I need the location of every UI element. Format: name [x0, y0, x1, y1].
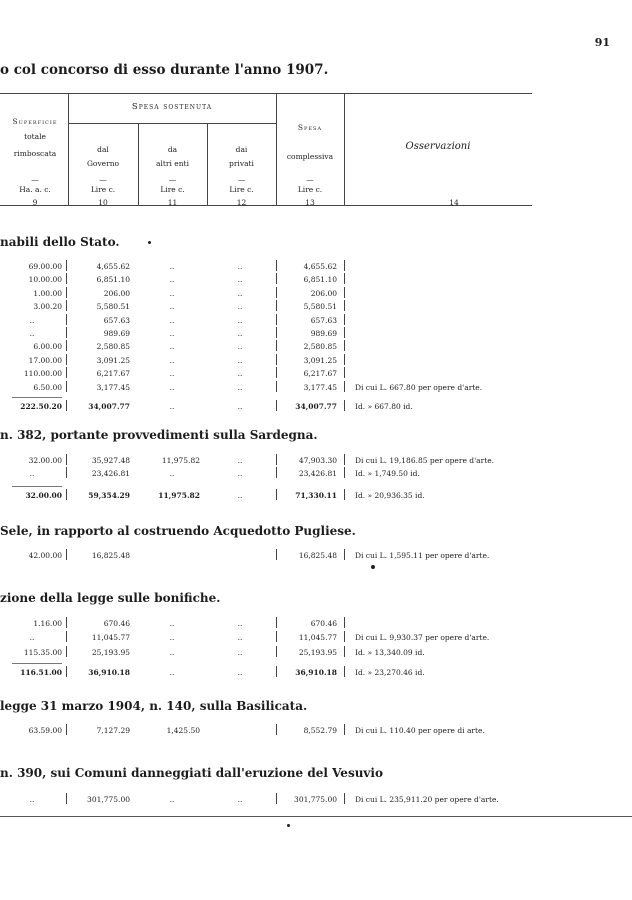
table-cell: .. [169, 633, 175, 643]
total-cell: .. [169, 667, 175, 677]
table-cell: 110.00.00 [23, 369, 62, 379]
row-separator [344, 549, 345, 560]
table-cell: 6,217.67 [303, 369, 337, 379]
table-cell: 7,127.29 [96, 726, 130, 735]
header-superficie-totale: totale [24, 132, 46, 141]
table-cell: 6,851.10 [303, 275, 337, 285]
table-cell: 6.50.00 [33, 382, 62, 392]
table-cell: 10.00.00 [28, 275, 62, 285]
table-cell: 5,580.51 [303, 302, 337, 312]
table-cell: .. [237, 795, 243, 804]
total-cell: .. [237, 667, 243, 677]
unit-dash: — [99, 175, 107, 184]
row-separator [276, 631, 277, 642]
row-separator [66, 354, 67, 365]
table-cell: 4,655.62 [96, 262, 130, 271]
unit-lire: Lire c. [229, 185, 254, 194]
header-dal: dal [97, 145, 109, 154]
header-governo: Governo [86, 159, 120, 168]
total-rule [12, 663, 62, 664]
section-title: n. 390, sui Comuni danneggiati dall'eruzione del Vesuvio [0, 766, 383, 780]
total-cell: 116.51.00 [20, 667, 62, 677]
header-dai: dai [235, 145, 248, 154]
row-separator [344, 454, 345, 465]
table-cell: 16,825.48 [298, 551, 337, 560]
total-cell: 32.00.00 [25, 490, 62, 500]
column-number: 11 [167, 198, 178, 207]
table-cell: .. [237, 382, 243, 392]
table-cell: .. [29, 315, 35, 325]
row-separator [276, 467, 277, 478]
row-separator [344, 381, 345, 392]
unit-lire: Lire c. [160, 185, 185, 194]
unit-dash: — [168, 175, 177, 184]
total-rule [12, 486, 62, 487]
row-separator [276, 724, 277, 735]
row-separator [276, 381, 277, 392]
row-separator [344, 793, 345, 804]
table-cell: 3,177.45 [96, 382, 130, 392]
row-separator [344, 467, 345, 478]
table-cell: .. [29, 329, 35, 338]
row-separator [66, 724, 67, 735]
row-separator [276, 549, 277, 560]
table-cell: 6,217.67 [96, 369, 130, 379]
row-separator [344, 646, 345, 657]
total-cell: 222.50.20 [20, 402, 62, 411]
row-separator [276, 646, 277, 657]
observation-text: Id. » 23,270.46 id. [355, 667, 425, 677]
table-cell: 206.00 [310, 288, 337, 298]
row-separator [276, 340, 277, 351]
table-cell: 47,903.30 [298, 456, 337, 465]
table-cell: 35,927.48 [91, 456, 130, 465]
table-cell: 4,655.62 [303, 262, 337, 271]
table-cell: 657.63 [103, 315, 130, 325]
section-title: n. 382, portante provvedimenti sulla Sardegna. [0, 428, 318, 442]
table-cell: 11,975.82 [161, 456, 200, 465]
row-separator [344, 617, 345, 628]
row-separator [66, 454, 67, 465]
row-separator [276, 454, 277, 465]
row-separator [276, 489, 277, 500]
total-cell: 11,975.82 [158, 490, 200, 500]
row-separator [66, 631, 67, 642]
table-cell: .. [237, 262, 243, 271]
row-separator [66, 287, 67, 298]
table-cell: 670.46 [310, 619, 337, 628]
total-cell: 34,007.77 [295, 402, 337, 411]
row-separator [276, 273, 277, 284]
table-cell: .. [237, 302, 243, 312]
table-cell: 32.00.00 [28, 456, 62, 465]
table-cell: 6.00.00 [33, 342, 62, 352]
table-cell: 3.00.20 [33, 302, 62, 312]
table-cell: 301,775.00 [294, 795, 337, 804]
row-separator [276, 314, 277, 325]
table-cell: 63.59.00 [28, 726, 62, 735]
total-cell: .. [237, 402, 243, 411]
table-cell: 1.16.00 [33, 619, 62, 628]
table-cell: .. [237, 329, 243, 338]
row-separator [344, 489, 345, 500]
table-cell: .. [237, 469, 243, 479]
table-cell: .. [237, 315, 243, 325]
row-separator [276, 327, 277, 338]
row-separator [276, 300, 277, 311]
table-cell: .. [237, 369, 243, 379]
header-complessiva: complessiva [286, 152, 334, 161]
row-separator [66, 314, 67, 325]
table-cell: 657.63 [310, 315, 337, 325]
table-cell: .. [237, 633, 243, 643]
observation-text: Di cui L. 110.40 per opere di arte. [355, 726, 485, 735]
table-cell: .. [237, 288, 243, 298]
row-separator [344, 287, 345, 298]
table-cell: .. [29, 469, 35, 479]
table-cell: 670.46 [103, 619, 130, 628]
table-cell: 115.35.00 [23, 647, 62, 657]
table-cell: 11,045.77 [298, 633, 337, 643]
table-cell: .. [237, 355, 243, 365]
table-cell: 3,177.45 [303, 382, 337, 392]
table-cell: 11,045.77 [91, 633, 130, 643]
table-cell: 8,552.79 [303, 726, 337, 735]
column-number: 9 [32, 198, 38, 207]
row-separator [66, 666, 67, 677]
observation-text: Id. » 20,936.35 id. [355, 490, 425, 500]
column-number: 12 [236, 198, 247, 207]
section-title: zione della legge sulle bonifiche. [0, 591, 221, 605]
table-cell: .. [237, 342, 243, 352]
row-separator [344, 666, 345, 677]
observation-text: Di cui L. 1,595.11 per opere d'arte. [355, 551, 490, 560]
row-separator [66, 646, 67, 657]
table-cell: .. [169, 369, 175, 379]
table-cell: 3,091.25 [303, 355, 337, 365]
row-separator [344, 367, 345, 378]
row-separator [344, 340, 345, 351]
table-cell: .. [169, 302, 175, 312]
header-da: da [167, 145, 178, 154]
table-cell: .. [169, 288, 175, 298]
table-cell: .. [169, 382, 175, 392]
row-separator [66, 549, 67, 560]
row-separator [344, 724, 345, 735]
unit-lire: Lire c. [90, 185, 116, 194]
row-separator [344, 300, 345, 311]
observation-text: Di cui L. 667.80 per opere d'arte. [355, 382, 483, 392]
column-number: 13 [305, 198, 315, 207]
unit-lire: Lire c. [297, 185, 323, 194]
table-cell: 2,580.85 [303, 342, 337, 352]
table-cell: .. [169, 469, 175, 479]
table-cell: 3,091.25 [96, 355, 130, 365]
table-cell: 1,425.50 [166, 726, 200, 735]
row-separator [276, 354, 277, 365]
total-cell: .. [237, 490, 243, 500]
header-privati: privati [229, 159, 254, 168]
table-cell: .. [237, 275, 243, 285]
unit-dash: — [306, 175, 314, 184]
row-separator [66, 273, 67, 284]
bottom-rule [0, 816, 632, 817]
table-cell: 2,580.85 [96, 342, 130, 352]
row-separator [276, 617, 277, 628]
row-separator [66, 617, 67, 628]
row-separator [276, 400, 277, 411]
observation-text: Id. » 1,749.50 id. [355, 469, 420, 479]
table-cell: 989.69 [310, 329, 337, 338]
section-title: legge 31 marzo 1904, n. 140, sulla Basilicata. [0, 699, 308, 713]
column-number: 10 [98, 198, 108, 207]
table-cell: 23,426.81 [91, 469, 130, 479]
table-cell: .. [169, 315, 175, 325]
row-separator [344, 327, 345, 338]
row-separator [344, 273, 345, 284]
row-separator [276, 367, 277, 378]
table-cell: .. [169, 262, 175, 271]
total-cell: 36,910.18 [88, 667, 130, 677]
header-osservazioni: Osservazioni [405, 141, 471, 152]
section-title: Sele, in rapporto al costruendo Acquedotto Pugliese. [0, 524, 356, 538]
table-cell: .. [169, 355, 175, 365]
row-separator [66, 381, 67, 392]
table-cell: 25,193.95 [91, 647, 130, 657]
table-cell: .. [29, 633, 35, 643]
table-cell: 16,825.48 [91, 551, 130, 560]
header-altri-enti: altri enti [156, 159, 189, 168]
table-cell: .. [237, 647, 243, 657]
row-separator [66, 400, 67, 411]
row-separator [276, 287, 277, 298]
table-cell: .. [169, 619, 175, 628]
table-cell: .. [169, 795, 175, 804]
header-spesa: Spesa [297, 123, 323, 132]
unit-dash: — [237, 175, 246, 184]
header-superficie-rimboscata: rimboscata [13, 149, 57, 158]
unit-hectares: Ha. a. c. [19, 185, 51, 194]
table-cell: .. [169, 342, 175, 352]
table-cell: .. [237, 619, 243, 628]
row-separator [66, 260, 67, 271]
print-speck [287, 824, 290, 827]
total-cell: 34,007.77 [88, 402, 130, 411]
total-rule [12, 397, 62, 398]
table-cell: 301,775.00 [87, 795, 130, 804]
row-separator [344, 260, 345, 271]
table-cell: 69.00.00 [28, 262, 62, 271]
header-top-rule [0, 93, 532, 94]
table-cell: 206.00 [103, 288, 130, 298]
table-cell: .. [169, 647, 175, 657]
observation-text: Di cui L. 9,930.37 per opere d'arte. [355, 633, 490, 643]
table-cell: 42.00.00 [28, 551, 62, 560]
spesa-sostenuta-rule [68, 123, 276, 124]
table-cell: 6,851.10 [96, 275, 130, 285]
column-number: 14 [449, 198, 459, 207]
row-separator [66, 367, 67, 378]
row-separator [66, 300, 67, 311]
print-speck [371, 565, 375, 569]
row-separator [344, 631, 345, 642]
page-number: 91 [594, 36, 610, 49]
unit-dash: — [31, 175, 39, 184]
observation-text: Di cui L. 235,911.20 per opere d'arte. [355, 795, 499, 804]
total-cell: 71,330.11 [295, 490, 337, 500]
running-title: o col concorso di esso durante l'anno 1907. [0, 62, 329, 78]
total-cell: 59,354.29 [88, 490, 130, 500]
table-cell: .. [169, 275, 175, 285]
observation-text: Di cui L. 19,186.85 per opere d'arte. [355, 456, 495, 465]
row-separator [66, 340, 67, 351]
row-separator [276, 260, 277, 271]
row-separator [66, 327, 67, 338]
row-separator [66, 793, 67, 804]
row-separator [66, 489, 67, 500]
table-cell: .. [237, 456, 243, 465]
table-cell: 17.00.00 [28, 355, 62, 365]
total-cell: 36,910.18 [295, 667, 337, 677]
table-cell: .. [169, 329, 175, 338]
section-title: nabili dello Stato. [0, 235, 120, 249]
row-separator [344, 314, 345, 325]
row-separator [276, 793, 277, 804]
observation-text: Id. » 13,340.09 id. [355, 647, 425, 657]
header-superficie: Superficie [12, 117, 58, 126]
print-speck [148, 241, 151, 244]
row-separator [66, 467, 67, 478]
total-cell: .. [169, 402, 175, 411]
table-cell: .. [29, 795, 35, 804]
row-separator [344, 354, 345, 365]
table-cell: 23,426.81 [298, 469, 337, 479]
row-separator [344, 400, 345, 411]
table-cell: 5,580.51 [96, 302, 130, 312]
header-spesa-sostenuta: Spesa sostenuta [131, 102, 213, 112]
table-cell: 989.69 [103, 329, 130, 338]
table-cell: 1.00.00 [33, 288, 62, 298]
table-cell: 25,193.95 [298, 647, 337, 657]
row-separator [276, 666, 277, 677]
observation-text: Id. » 667.80 id. [355, 402, 413, 411]
